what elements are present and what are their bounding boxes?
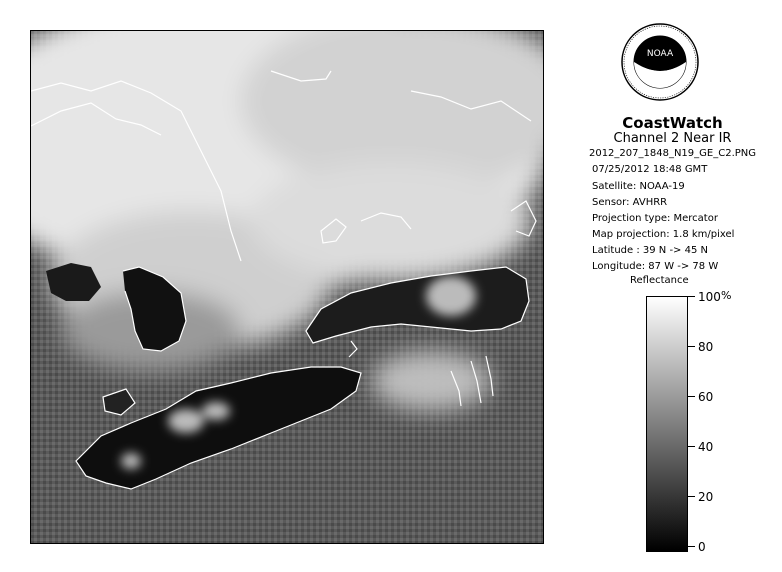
- sensor-label: Sensor: AVHRR: [592, 197, 668, 208]
- satellite-image: [30, 30, 544, 544]
- colorbar-tick: [687, 546, 695, 547]
- colorbar-tick: [687, 496, 695, 497]
- acquisition-datetime: 07/25/2012 18:48 GMT: [592, 164, 708, 175]
- colorbar-tick-label: 100: [698, 290, 721, 304]
- colorbar-tick: [687, 446, 695, 447]
- colorbar-tick: [687, 346, 695, 347]
- latitude-label: Latitude : 39 N -> 45 N: [592, 245, 708, 256]
- colorbar-tick-label: 80: [698, 340, 714, 354]
- legend-title: Reflectance: [630, 275, 689, 286]
- noaa-logo-icon: [620, 22, 700, 102]
- longitude-label: Longitude: 87 W -> 78 W: [592, 261, 719, 272]
- reflectance-colorbar: [646, 296, 688, 552]
- app-title: CoastWatch: [622, 114, 723, 132]
- colorbar-tick-label: 20: [698, 490, 714, 504]
- colorbar-tick-label: 40: [698, 440, 714, 454]
- colorbar-tick: [687, 396, 695, 397]
- colorbar-tick: [687, 296, 695, 297]
- map-projection-label: Map projection: 1.8 km/pixel: [592, 229, 735, 240]
- noaa-logo-text: NOAA: [646, 49, 674, 59]
- projection-type-label: Projection type: Mercator: [592, 213, 718, 224]
- legend-unit: %: [721, 289, 732, 302]
- colorbar-tick-label: 0: [698, 540, 706, 554]
- channel-subtitle: Channel 2 Near IR: [613, 131, 732, 146]
- satellite-label: Satellite: NOAA-19: [592, 181, 685, 192]
- image-filename: 2012_207_1848_N19_GE_C2.PNG: [588, 148, 757, 159]
- colorbar-tick-label: 60: [698, 390, 714, 404]
